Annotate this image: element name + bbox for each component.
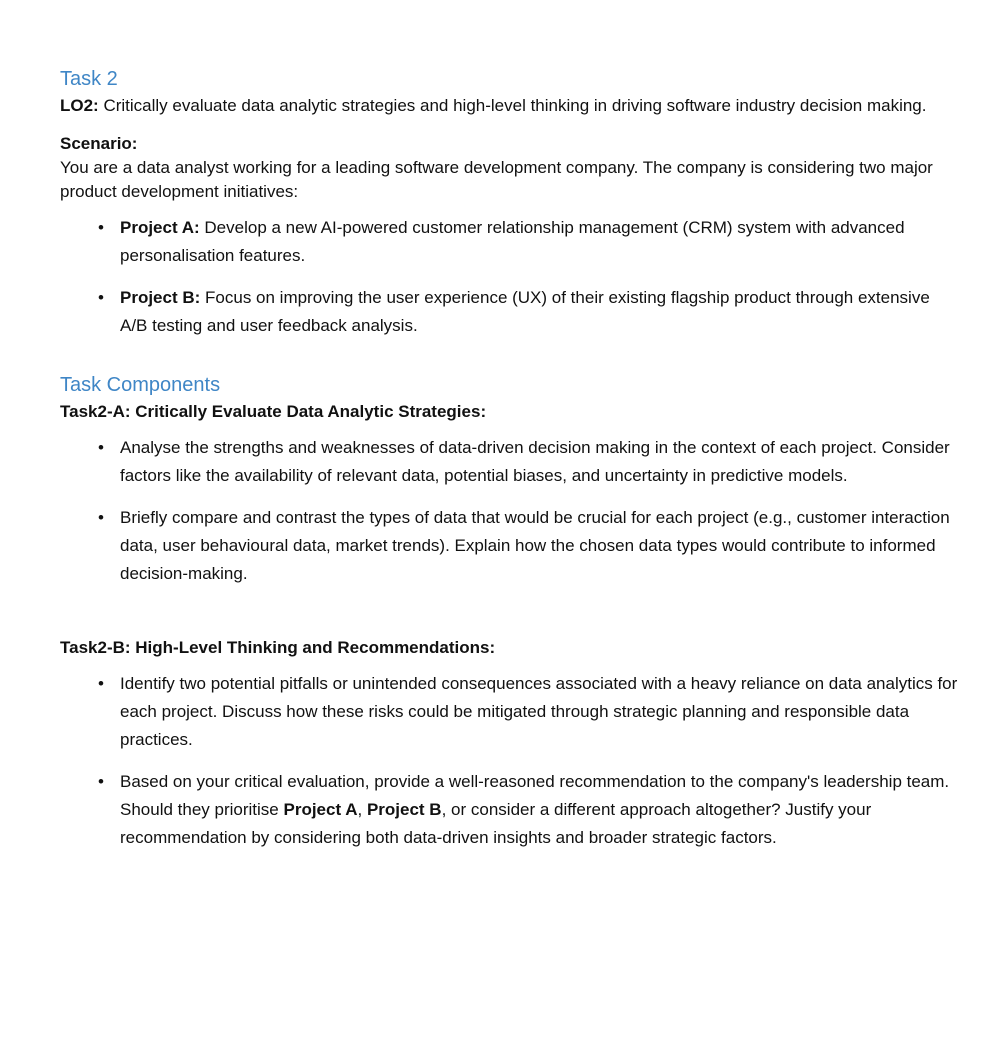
bullet-icon: • — [98, 288, 104, 307]
task2b-item-2-part1: Based on your critical evaluation, provide a well-reasoned recommendation to the company's leadership team. Should they prioritise — [120, 772, 950, 819]
bullet-icon: • — [98, 508, 104, 527]
task2a-item-1: Analyse the strengths and weaknesses of data-driven decision making in the context of each project. Consider factors like the availability of relevant data, potential biases, and uncertainty in predictive models. — [120, 438, 950, 485]
task2b-list — [60, 670, 960, 852]
list-item-project-b — [98, 284, 960, 340]
scenario-label: Scenario: — [60, 134, 138, 153]
project-a-text: Develop a new AI-powered customer relationship management (CRM) system with advanced personalisation features. — [120, 218, 905, 265]
task-heading: Task 2 — [60, 68, 118, 90]
list-item — [98, 504, 960, 588]
document-page — [60, 64, 960, 852]
lo2-text: Critically evaluate data analytic strategies and high-level thinking in driving software industry decision making. — [98, 96, 927, 115]
learning-outcome — [60, 94, 960, 118]
task2b-item-2-part3: , or consider a different approach altogether? Justify your recommendation by considering both data-driven insights and broader strategic factors. — [120, 800, 872, 847]
task2b-project-a: Project A — [283, 800, 358, 819]
task2a-item-2: Briefly compare and contrast the types of data that would be crucial for each project (e.g., customer interaction data, user behavioural data, market trends). Explain how the chosen data types would contribute to informed decision-making. — [120, 508, 950, 583]
project-a-label: Project A: — [120, 218, 200, 237]
list-item — [98, 768, 960, 852]
lo2-label: LO2: — [60, 96, 99, 115]
bullet-icon: • — [98, 772, 104, 791]
task2a-list — [60, 434, 960, 588]
project-b-text: Focus on improving the user experience (UX) of their existing flagship product through extensive A/B testing and user feedback analysis. — [120, 288, 930, 335]
components-heading: Task Components — [60, 374, 221, 396]
bullet-icon: • — [98, 218, 104, 237]
task2b-item-1: Identify two potential pitfalls or unintended consequences associated with a heavy reliance on data analytics for each project. Discuss how these risks could be mitigated through strategic planning and responsible data practices. — [120, 674, 958, 749]
scenario-text: You are a data analyst working for a leading software development company. The company is considering two major product development initiatives: — [60, 158, 933, 201]
task2b-title: Task2-B: High-Level Thinking and Recommendations: — [60, 638, 496, 657]
list-item — [98, 434, 960, 490]
task2a-title: Task2-A: Critically Evaluate Data Analytic Strategies: — [60, 402, 487, 421]
task2b-project-b: Project B — [366, 800, 442, 819]
list-item-project-a — [98, 214, 960, 270]
bullet-icon: • — [98, 674, 104, 693]
bullet-icon: • — [98, 438, 104, 457]
project-b-label: Project B: — [120, 288, 201, 307]
task2b-item-2-part2: , — [357, 800, 367, 819]
list-item — [98, 670, 960, 754]
project-list — [60, 214, 960, 340]
